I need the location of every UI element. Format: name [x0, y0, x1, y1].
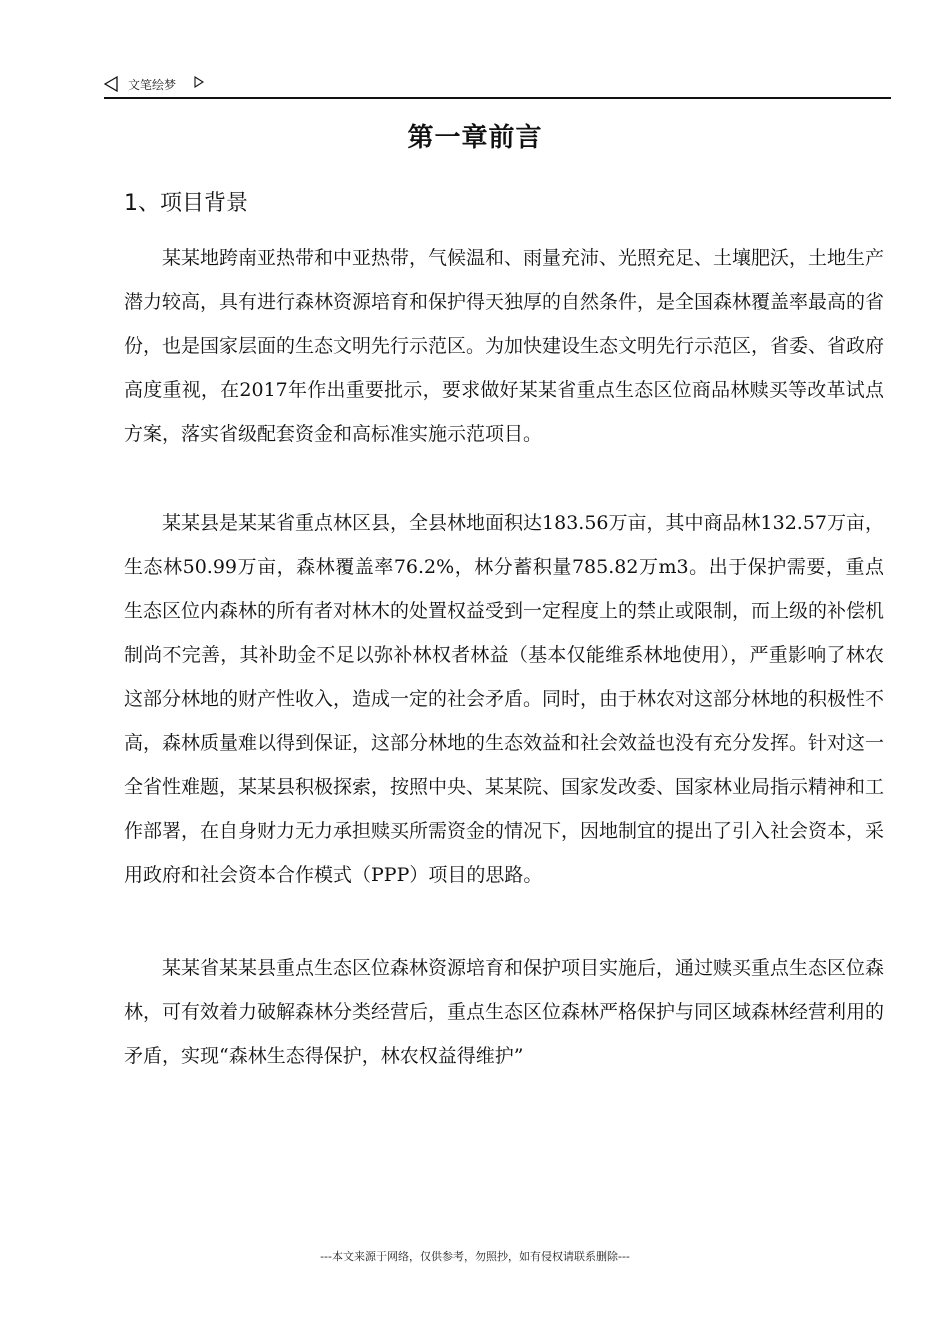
right-triangle-outline-icon	[194, 76, 204, 88]
page-footer-disclaimer: ---本文来源于网络，仅供参考，勿照抄，如有侵权请联系删除---	[320, 1250, 630, 1263]
left-triangle-outline-icon	[104, 76, 118, 92]
page-header	[104, 72, 890, 96]
paragraph-background-2: 某某县是某某省重点林区县，全县林地面积达183.56万亩，其中商品林132.57万亩，生态林50.99万亩，森林覆盖率76.2%，林分蓄积量785.82万m3。出于保护需要，重点生态区位内森林的所有者对林木的处置权益受到一定程度上的禁止或限制，而上级的补偿机制尚不完善，其补助金不足以弥补林权者林益（基本仅能维系林地使用），严重影响了林农这部分林地的财产性收入，造成一定的社会矛盾。同时，由于林农对这部分林地的积极性不高，森林质量难以得到保证，这部分林地的生态效益和社会效益也没有充分发挥。针对这一全省性难题，某某县积极探索，按照中央、某某院、国家发改委、国家林业局指示精神和工作部署，在自身财力无力承担赎买所需资金的情况下，因地制宜的提出了引入社会资本，采用政府和社会资本合作模式（PPP）项目的思路。	[124, 512, 885, 886]
paragraph-background-3: 某某省某某县重点生态区位森林资源培育和保护项目实施后，通过赎买重点生态区位森林，可有效着力破解森林分类经营后，重点生态区位森林严格保护与同区域森林经营利用的矛盾，实现“森林生态得保护，林农权益得维护”	[124, 957, 885, 1067]
header-divider	[104, 97, 891, 99]
section-heading: 1、项目背景	[124, 191, 248, 216]
paragraph-background-1: 某某地跨南亚热带和中亚热带，气候温和、雨量充沛、光照充足、土壤肥沃，土地生产潜力较高，具有进行森林资源培育和保护得天独厚的自然条件，是全国森林覆盖率最高的省份，也是国家层面的生态文明先行示范区。为加快建设生态文明先行示范区，省委、省政府高度重视，在2017年作出重要批示，要求做好某某省重点生态区位商品林赎买等改革试点方案，落实省级配套资金和高标准实施示范项目。	[124, 247, 885, 445]
chapter-title: 第一章前言	[407, 123, 543, 153]
header-brand: 文笔绘梦	[128, 78, 177, 92]
